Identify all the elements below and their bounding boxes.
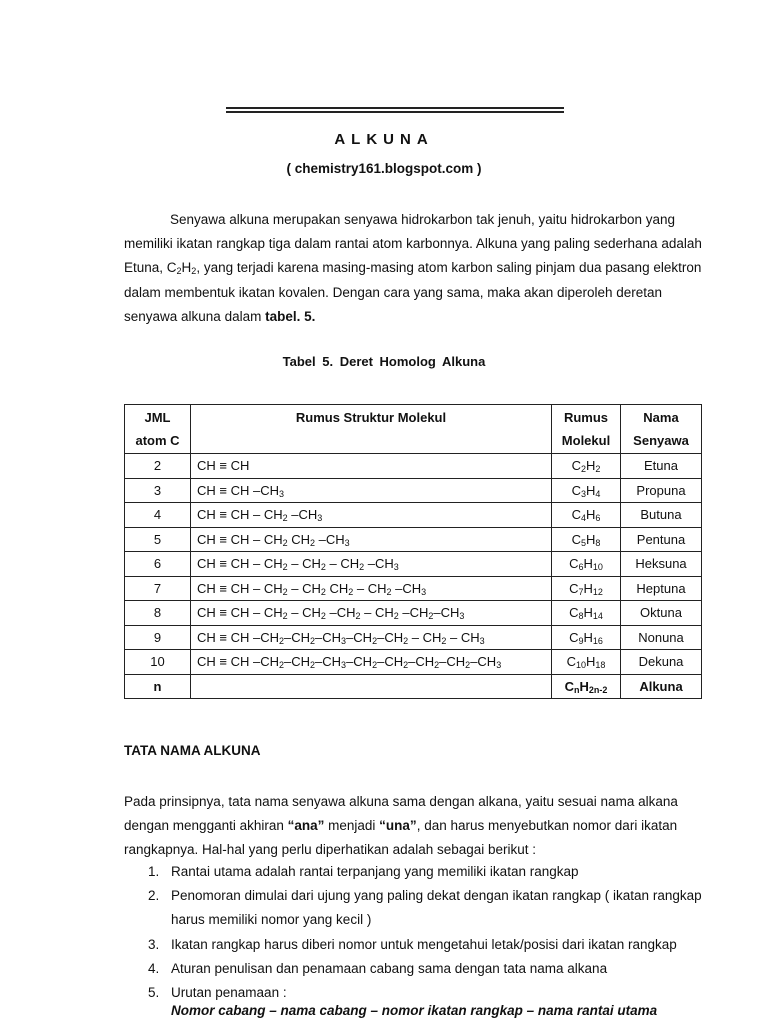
formula-part: –CH (284, 654, 311, 670)
table-row (125, 454, 702, 479)
subscript: 2 (372, 635, 378, 646)
subscript: 10 (592, 562, 603, 573)
subscript: 2 (580, 464, 586, 475)
table-row (125, 552, 702, 577)
header-nama-line1: Nama (643, 410, 679, 425)
formula-part: H (586, 654, 596, 670)
list-item (124, 884, 704, 932)
formula-part: H (583, 556, 593, 572)
cell-molekul (552, 454, 621, 479)
table-row (125, 503, 702, 528)
subscript: 4 (580, 513, 586, 524)
cell-jml: 10 (125, 650, 191, 675)
formula-part: –CH (391, 580, 422, 596)
cell-molekul (552, 601, 621, 626)
subscript: 3 (479, 635, 485, 646)
formula-part: – CH (287, 605, 321, 621)
formula-part: –CH (315, 654, 342, 670)
cell-molekul (552, 503, 621, 528)
header-struktur: Rumus Struktur Molekul (191, 405, 552, 454)
subscript: 2 (282, 586, 288, 597)
table-body (125, 454, 702, 699)
formula-part: CH (287, 531, 310, 547)
formula-part: –CH (315, 531, 345, 547)
table-row (125, 478, 702, 503)
subscript: 3 (421, 586, 427, 597)
intro-text: , yang terjadi karena masing-masing atom karbon saling pinjam dua pasang elektron dalam membentuk ikatan kovalen. Dengan cara yang sama, maka akan diperoleh deretan senyawa alkuna dalam (124, 260, 702, 324)
subscript: 2 (320, 586, 326, 597)
table-row (125, 576, 702, 601)
subscript: 3 (393, 562, 399, 573)
subscript: 12 (592, 586, 603, 597)
subscript: 2 (320, 611, 326, 622)
formula-part: –CH (315, 629, 342, 645)
subscript: 7 (578, 586, 584, 597)
subscript: 2 (282, 513, 288, 524)
cell-nama: Pentuna (621, 527, 702, 552)
subscript: 2 (278, 660, 284, 671)
cell-jml: 5 (125, 527, 191, 552)
table-row (125, 625, 702, 650)
formula-part: C (569, 629, 579, 645)
suffix-una: “una” (379, 818, 417, 834)
list-number: 2. (148, 888, 160, 904)
subscript: 2 (595, 464, 601, 475)
formula-part: C (569, 580, 579, 596)
cell-nama: Dekuna (621, 650, 702, 675)
formula-part: C (571, 482, 581, 498)
formula-part: H (586, 482, 596, 498)
subscript: 2n-2 (588, 684, 608, 695)
formula-part: H (586, 507, 596, 523)
formula-part: H (583, 605, 593, 621)
header-molekul (552, 405, 621, 454)
table-row (125, 527, 702, 552)
header-jml (125, 405, 191, 454)
subscript: 2 (393, 611, 399, 622)
subscript: 3 (341, 635, 347, 646)
cell-jml: 9 (125, 625, 191, 650)
formula-part: C (571, 531, 581, 547)
table-caption: Tabel 5. Deret Homolog Alkuna (282, 354, 486, 369)
subscript: 6 (595, 513, 601, 524)
subscript: 3 (459, 611, 465, 622)
subscript: 2 (191, 266, 197, 277)
list-number: 3. (148, 936, 160, 952)
subscript: 2 (282, 562, 288, 573)
list-number: 1. (148, 864, 160, 879)
formula-part: –CH (439, 654, 466, 670)
subscript: 16 (592, 635, 603, 646)
naming-rules-list (124, 860, 704, 1005)
document-title: ALKUNA (334, 131, 434, 148)
cell-molekul (552, 478, 621, 503)
formula-part: –CH (346, 629, 373, 645)
subscript: 2 (403, 660, 409, 671)
subscript: 2 (434, 660, 440, 671)
formula-part: C (571, 507, 581, 523)
header-jml-line1: JML (144, 410, 171, 425)
formula-part: –CH (287, 507, 318, 523)
formula-part: CH (325, 580, 349, 596)
subscript: 3 (580, 488, 586, 499)
cell-molekul (552, 552, 621, 577)
subscript: 8 (578, 611, 584, 622)
header-nama (621, 405, 702, 454)
formula-part: H (583, 629, 593, 645)
cell-nama: Butuna (621, 503, 702, 528)
cell-struktur (191, 650, 552, 675)
list-text: Penomoran dimulai dari ujung yang paling dekat dengan ikatan rangkap ( ikatan rangkap harus memiliki nomor yang kecil ) (171, 888, 702, 928)
formula-part: –CH (346, 654, 373, 670)
formula-part: –CH (408, 654, 435, 670)
formula-part: –CH (470, 654, 497, 670)
cell-struktur (191, 503, 552, 528)
header-jml-line2: atom C (135, 433, 180, 448)
formula-part: – CH (325, 556, 360, 572)
subscript: 2 (282, 611, 288, 622)
list-number: 5. (148, 985, 160, 1001)
formula-part: –CH (284, 629, 311, 645)
top-rule-lower (226, 111, 564, 113)
cell-struktur (191, 674, 552, 699)
cell-struktur (191, 478, 552, 503)
subscript: 2 (282, 537, 288, 548)
intro-text: Senyawa alkuna merupakan senyawa hidrokarbon tak jenuh, yaitu hidrokarbon yang memiliki ikatan rangkap tiga dalam rantai atom karbonnya. Alkuna yang paling sederhana adalah Etuna, C (124, 212, 702, 276)
formula-part: C (569, 556, 579, 572)
formula-part: CH ≡ CH –CH (197, 482, 279, 498)
cell-jml: n (125, 674, 191, 699)
header-nama-line2: Senyawa (633, 433, 689, 448)
subscript: 2 (403, 635, 409, 646)
list-item (124, 957, 704, 981)
homolog-table (124, 404, 702, 699)
table-row (125, 601, 702, 626)
cell-jml: 6 (125, 552, 191, 577)
formula-part: H (579, 678, 589, 694)
formula-part: CH ≡ CH –CH (197, 629, 279, 645)
formula-part: CH ≡ CH – CH (197, 605, 283, 621)
subscript: n (573, 684, 580, 695)
subscript: 8 (595, 537, 601, 548)
naming-text: menjadi (324, 818, 380, 834)
cell-nama: Etuna (621, 454, 702, 479)
subscript: 2 (310, 660, 316, 671)
subscript: 2 (355, 611, 361, 622)
formula-part: C (571, 458, 581, 474)
table-row (125, 650, 702, 675)
cell-struktur (191, 601, 552, 626)
formula-part: –CH (377, 654, 404, 670)
subscript: 2 (310, 537, 316, 548)
cell-nama: Heptuna (621, 576, 702, 601)
subscript: 2 (441, 635, 447, 646)
subscript: 2 (386, 586, 392, 597)
list-item (124, 933, 704, 957)
formula-part: C (569, 605, 579, 621)
list-text: Ikatan rangkap harus diberi nomor untuk mengetahui letak/posisi dari ikatan rangkap (171, 936, 677, 952)
naming-order-formula: Nomor cabang – nama cabang – nomor ikatan rangkap – nama rantai utama (171, 1003, 658, 1018)
naming-paragraph (124, 790, 704, 863)
naming-text: Pada prinsipnya, tata nama senyawa alkuna sama dengan alkana, yaitu sesuai nama alkana dengan mengganti akhiran (124, 794, 678, 834)
subscript: 2 (310, 635, 316, 646)
formula-part: – CH (353, 580, 387, 596)
formula-part: –CH (377, 629, 404, 645)
subscript: 5 (580, 537, 586, 548)
formula-part: C (564, 678, 574, 694)
cell-jml: 8 (125, 601, 191, 626)
subscript: 2 (372, 660, 378, 671)
cell-jml: 3 (125, 478, 191, 503)
cell-struktur (191, 527, 552, 552)
subscript: 2 (359, 562, 365, 573)
formula-part: –CH (398, 605, 429, 621)
subscript: 4 (595, 488, 601, 499)
suffix-ana: “ana” (287, 818, 325, 834)
subscript: 2 (320, 562, 326, 573)
intro-text: H (181, 260, 192, 276)
cell-nama: Alkuna (621, 674, 702, 699)
subscript: 14 (592, 611, 603, 622)
cell-nama: Heksuna (621, 552, 702, 577)
cell-jml: 4 (125, 503, 191, 528)
formula-part: –CH (325, 605, 356, 621)
formula-part: – CH (446, 629, 480, 645)
formula-part: –CH (433, 605, 460, 621)
list-item (124, 860, 704, 884)
formula-part: –CH (364, 556, 394, 572)
subscript: 2 (348, 586, 354, 597)
table-header-row (125, 405, 702, 454)
formula-part: H (586, 531, 596, 547)
general-formula-row (125, 674, 702, 699)
formula-part: CH ≡ CH – CH (197, 531, 283, 547)
cell-molekul (552, 527, 621, 552)
formula-part: – CH (287, 580, 321, 596)
source-line: ( chemistry161.blogspot.com ) (286, 161, 482, 176)
formula-part: CH ≡ CH – CH (197, 580, 283, 596)
cell-molekul (552, 625, 621, 650)
cell-struktur (191, 625, 552, 650)
naming-text: , dan harus menyebutkan nomor dari ikatan rangkapnya. Hal-hal yang perlu diperhatikan adalah sebagai berikut : (124, 818, 678, 858)
cell-struktur (191, 576, 552, 601)
header-molekul-line2: Molekul (561, 433, 611, 448)
subscript: 3 (278, 488, 284, 499)
formula-part: C (566, 654, 576, 670)
cell-molekul (552, 650, 621, 675)
formula-part: CH ≡ CH (197, 458, 250, 474)
section-heading: TATA NAMA ALKUNA (124, 743, 261, 758)
subscript: 2 (465, 660, 471, 671)
top-rule-upper (226, 107, 564, 109)
formula-part: CH ≡ CH – CH (197, 556, 283, 572)
cell-nama: Propuna (621, 478, 702, 503)
list-text: Rantai utama adalah rantai terpanjang yang memiliki ikatan rangkap (171, 864, 579, 879)
subscript: 3 (317, 513, 323, 524)
subscript: 10 (575, 660, 586, 671)
cell-struktur (191, 552, 552, 577)
cell-jml: 7 (125, 576, 191, 601)
subscript: 2 (176, 266, 182, 277)
cell-molekul (552, 674, 621, 699)
formula-part: H (586, 458, 596, 474)
formula-part: – CH (360, 605, 394, 621)
subscript: 9 (578, 635, 584, 646)
formula-part: CH ≡ CH –CH (197, 654, 279, 670)
list-text: Aturan penulisan dan penamaan cabang sama dengan tata nama alkana (171, 960, 608, 976)
list-item (124, 981, 704, 1005)
subscript: 18 (595, 660, 606, 671)
list-number: 4. (148, 960, 160, 976)
cell-struktur (191, 454, 552, 479)
cell-jml: 2 (125, 454, 191, 479)
intro-paragraph (124, 208, 704, 329)
subscript: 2 (278, 635, 284, 646)
cell-nama: Nonuna (621, 625, 702, 650)
subscript: 6 (578, 562, 584, 573)
header-molekul-line1: Rumus (563, 410, 609, 425)
formula-part: – CH (408, 629, 442, 645)
list-text: Urutan penamaan : (171, 985, 287, 1001)
subscript: 3 (344, 537, 350, 548)
cell-nama: Oktuna (621, 601, 702, 626)
subscript: 3 (341, 660, 347, 671)
subscript: 2 (428, 611, 434, 622)
formula-part: CH ≡ CH – CH (197, 507, 283, 523)
subscript: 3 (496, 660, 502, 671)
formula-part: H (583, 580, 593, 596)
cell-molekul (552, 576, 621, 601)
table-reference: tabel. 5. (265, 308, 316, 324)
formula-part: – CH (287, 556, 321, 572)
